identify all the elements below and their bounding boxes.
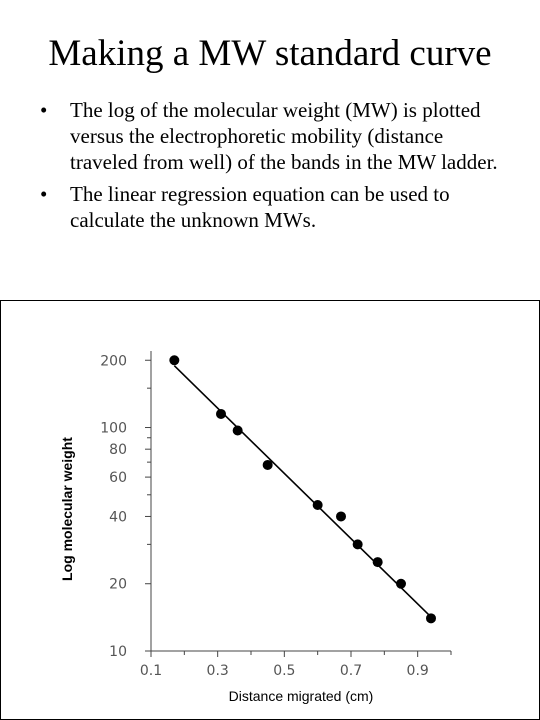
data-point xyxy=(263,460,273,470)
data-point xyxy=(216,409,226,419)
data-point xyxy=(336,511,346,521)
bullet-dot-icon: • xyxy=(40,98,48,122)
y-tick-label: 20 xyxy=(109,576,127,593)
y-tick-label: 200 xyxy=(100,353,127,370)
x-tick-label: 0.3 xyxy=(206,663,229,679)
bullet-text: The log of the molecular weight (MW) is plotted versus the electrophoretic mobility (distance traveled from well) of the bands in the MW ladder. xyxy=(70,98,498,174)
data-point xyxy=(426,613,436,623)
slide-title: Making a MW standard curve xyxy=(48,33,492,74)
bullet-dot-icon: • xyxy=(40,182,48,206)
y-tick-label: 10 xyxy=(109,644,127,660)
data-point xyxy=(396,579,406,589)
y-tick-label: 60 xyxy=(109,470,127,487)
x-axis-label: Distance migrated (cm) xyxy=(228,688,374,704)
x-tick-label: 0.7 xyxy=(339,663,363,679)
data-point xyxy=(233,425,243,435)
y-tick-label: 100 xyxy=(100,420,127,437)
bullet-item xyxy=(40,97,510,175)
mw-standard-curve-chart xyxy=(1,301,539,719)
regression-line xyxy=(174,366,431,617)
data-point xyxy=(373,557,383,567)
bullet-list xyxy=(40,97,510,239)
y-tick-label: 40 xyxy=(109,509,127,526)
chart-frame xyxy=(0,300,540,720)
bullet-text: The linear regression equation can be used to calculate the unknown MWs. xyxy=(70,182,450,232)
x-tick-label: 0.1 xyxy=(139,663,163,679)
data-point xyxy=(169,355,179,365)
bullet-item xyxy=(40,181,510,233)
x-tick-label: 0.5 xyxy=(273,663,296,679)
data-point xyxy=(353,539,363,549)
x-tick-label: 0.9 xyxy=(406,663,429,679)
y-axis-label: Log molecular weight xyxy=(59,437,75,581)
data-point xyxy=(313,500,323,510)
y-tick-label: 80 xyxy=(109,442,127,459)
